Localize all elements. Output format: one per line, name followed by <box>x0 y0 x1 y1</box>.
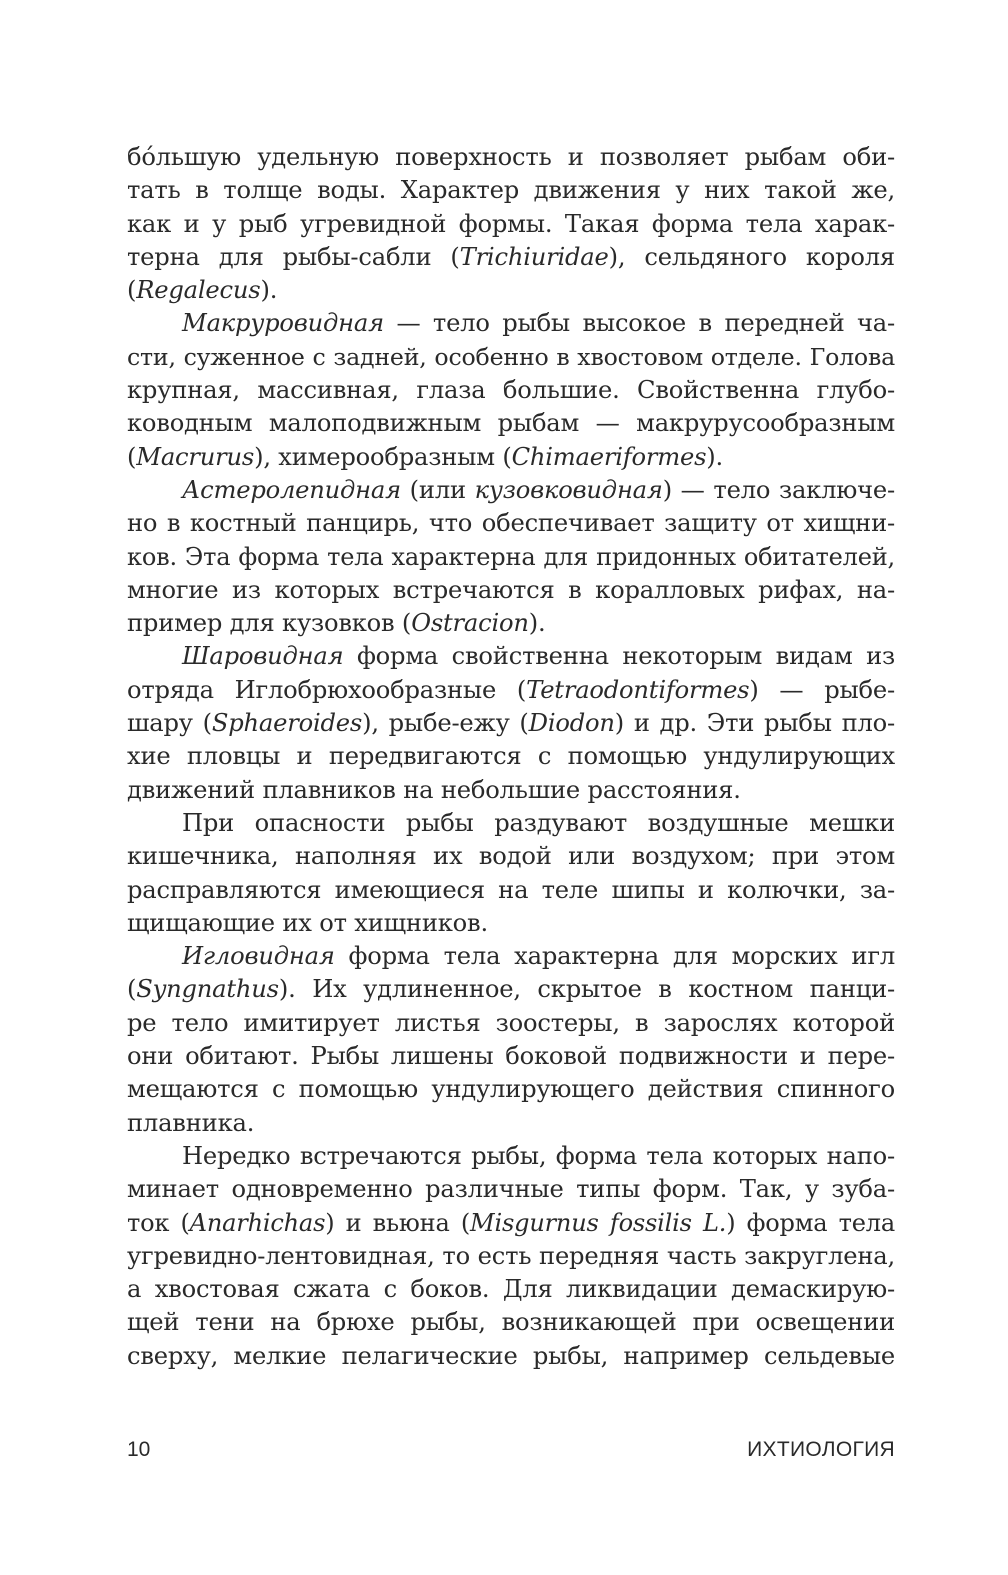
paragraph <box>127 1140 895 1373</box>
text-run: ). <box>706 442 724 471</box>
italic-term: Tetraodontiformes <box>526 675 750 704</box>
text-line <box>127 141 895 174</box>
text-run: (или <box>400 475 475 504</box>
paragraph <box>127 474 895 640</box>
paragraph <box>127 640 895 806</box>
text-run: щищающие их от хищников. <box>127 908 488 937</box>
text-line <box>127 407 895 440</box>
text-line <box>127 1240 895 1273</box>
italic-term: Trichiuridae <box>459 242 609 271</box>
text-run: как и у рыб угревидной формы. Такая форма тела харак- <box>127 209 895 238</box>
text-run: ( <box>127 975 137 1004</box>
text-run: сверху, мелкие пелагические рыбы, например сельдевые <box>127 1341 895 1370</box>
text-run: ) и вьюна ( <box>325 1208 471 1237</box>
text-run: шару ( <box>127 709 212 738</box>
text-run: хие пловцы и передвигаются с помощью ундулирующих <box>127 742 895 771</box>
text-line <box>127 973 895 1006</box>
text-run: сти, суженное с задней, особенно в хвостовом отделе. Голова <box>127 342 895 371</box>
text-line <box>127 1207 895 1240</box>
text-line <box>127 607 895 640</box>
text-run: Нередко встречаются рыбы, форма тела которых напо- <box>182 1141 895 1170</box>
text-run: ) и др. Эти рыбы пло- <box>614 709 895 738</box>
italic-term: Игловидная <box>182 942 335 971</box>
italic-term: Regalecus <box>136 276 261 305</box>
text-run: угревидно-лентовидная, то есть передняя часть закруглена, <box>127 1241 895 1270</box>
text-line <box>127 1107 895 1140</box>
text-line <box>127 907 895 940</box>
text-run: ), сельдяного короля <box>608 242 895 271</box>
text-line <box>127 807 895 840</box>
italic-term: Макруровидная <box>182 309 384 338</box>
paragraph <box>127 141 895 307</box>
text-run: ководным малоподвижным рыбам — макрурусообразным <box>127 409 895 438</box>
italic-term: Diodon <box>528 709 615 738</box>
text-run: тать в толще воды. Характер движения у них такой же, <box>127 176 895 205</box>
text-line <box>127 1173 895 1206</box>
text-run: ) — тело заключе- <box>662 475 895 504</box>
text-line <box>127 374 895 407</box>
text-run: многие из которых встречаются в коралловых рифах, на- <box>127 575 895 604</box>
text-line <box>127 640 895 673</box>
italic-term: Syngnathus <box>136 975 279 1004</box>
text-run: ( <box>127 442 137 471</box>
italic-term: кузовковидная <box>474 475 663 504</box>
text-run: расправляются имеющиеся на теле шипы и колючки, за- <box>127 875 895 904</box>
text-run: а хвостовая сжата с боков. Для ликвидации демаскирую- <box>127 1275 895 1304</box>
text-run: ). <box>528 609 546 638</box>
text-line <box>127 541 895 574</box>
text-run: движений плавников на небольшие расстояния. <box>127 775 741 804</box>
text-line <box>127 1040 895 1073</box>
text-run: форма тела характерна для морских игл <box>334 942 895 971</box>
italic-term: Астеролепидная <box>182 475 401 504</box>
text-line <box>127 307 895 340</box>
text-run: крупная, массивная, глаза большие. Свойственна глубо- <box>127 376 895 405</box>
body-text <box>127 141 895 1373</box>
text-run: ) — рыбе- <box>749 675 895 704</box>
text-line <box>127 1273 895 1306</box>
text-line <box>127 274 895 307</box>
text-run: — тело рыбы высокое в передней ча- <box>383 309 895 338</box>
page-footer <box>127 1438 895 1468</box>
text-run: ре тело имитирует листья зоостеры, в зарослях которой <box>127 1008 895 1037</box>
text-run: но в костный панцирь, что обеспечивает защиту от хищни- <box>127 509 895 538</box>
text-line <box>127 574 895 607</box>
text-run: ), химерообразным ( <box>254 442 512 471</box>
text-run: бо́льшую удельную поверхность и позволяет рыбам оби- <box>127 143 895 171</box>
text-run: ). Их удлиненное, скрытое в костном панци- <box>278 975 895 1004</box>
text-run: ток ( <box>127 1208 190 1237</box>
text-run: форма свойственна некоторым видам из <box>343 642 895 671</box>
text-run: плавника. <box>127 1108 255 1137</box>
text-run: ). <box>260 276 278 305</box>
text-line <box>127 940 895 973</box>
italic-term: Misgurnus fossilis L. <box>470 1208 727 1237</box>
text-run: отряда Иглобрюхообразные ( <box>127 675 527 704</box>
text-line <box>127 1140 895 1173</box>
text-line <box>127 1306 895 1339</box>
italic-term: Macrurus <box>136 442 255 471</box>
text-line <box>127 241 895 274</box>
italic-term: Chimaeriformes <box>511 442 707 471</box>
text-line <box>127 674 895 707</box>
italic-term: Шаровидная <box>182 642 344 671</box>
italic-term: Ostracion <box>411 609 529 638</box>
text-run: ков. Эта форма тела характерна для придонных обитателей, <box>127 542 895 571</box>
paragraph <box>127 940 895 1140</box>
text-run: мещаются с помощью ундулирующего действия спинного <box>127 1075 895 1104</box>
text-line <box>127 1007 895 1040</box>
running-head: ИХТИОЛОГИЯ <box>747 1438 895 1461</box>
text-run: терна для рыбы-сабли ( <box>127 242 460 271</box>
italic-term: Sphaeroides <box>211 709 363 738</box>
text-run: они обитают. Рыбы лишены боковой подвижности и пере- <box>127 1042 895 1071</box>
paragraph <box>127 307 895 473</box>
italic-term: Anarhichas <box>189 1208 326 1237</box>
text-run: ( <box>127 276 137 305</box>
text-line <box>127 208 895 241</box>
text-run: ) форма тела <box>726 1208 895 1237</box>
text-run: ), рыбе-ежу ( <box>362 709 529 738</box>
text-line <box>127 174 895 207</box>
page-number: 10 <box>127 1438 151 1461</box>
text-line <box>127 1340 895 1373</box>
text-line <box>127 874 895 907</box>
text-line <box>127 474 895 507</box>
text-run: кишечника, наполняя их водой или воздухом; при этом <box>127 842 895 871</box>
text-run: При опасности рыбы раздувают воздушные мешки <box>182 808 895 837</box>
text-run: минает одновременно различные типы форм. Так, у зуба- <box>127 1175 895 1204</box>
text-line <box>127 341 895 374</box>
paragraph <box>127 807 895 940</box>
text-line <box>127 774 895 807</box>
text-line <box>127 441 895 474</box>
text-line <box>127 840 895 873</box>
text-run: пример для кузовков ( <box>127 609 412 638</box>
text-line <box>127 740 895 773</box>
text-run: щей тени на брюхе рыбы, возникающей при освещении <box>127 1308 895 1337</box>
text-line <box>127 707 895 740</box>
text-line <box>127 507 895 540</box>
text-line <box>127 1073 895 1106</box>
